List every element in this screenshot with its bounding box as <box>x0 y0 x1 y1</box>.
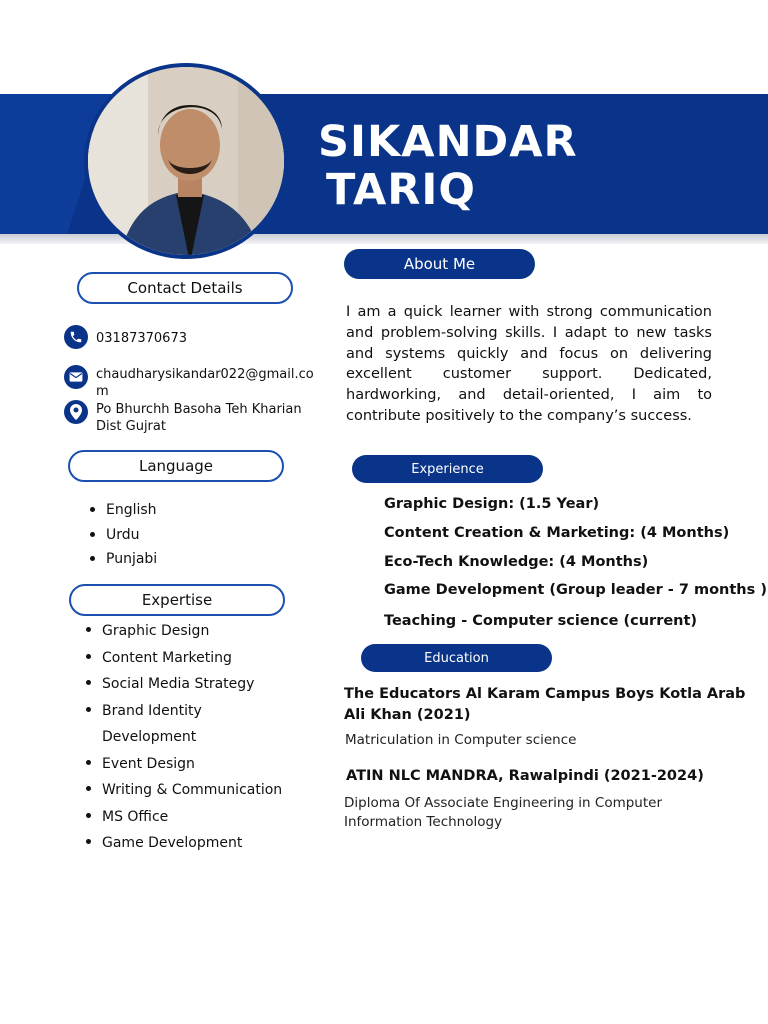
phone-number: 03187370673 <box>96 331 187 346</box>
email-icon <box>64 365 88 389</box>
language-list <box>88 498 157 572</box>
language-heading: Language <box>68 450 284 482</box>
experience-item: Graphic Design: (1.5 Year) <box>384 496 600 512</box>
email-address: chaudharysikandar022@gmail.com <box>96 367 314 399</box>
expertise-item: Event Design <box>84 751 314 778</box>
about-text: I am a quick learner with strong communication and problem-solving skills. I adapt to new tasks and systems quickly and focus on delivering excellent customer support. Dedicated, hardworking, and detail-oriented, I aim to contribute positively to the company’s success. <box>346 304 712 424</box>
experience-heading: Experience <box>352 455 543 483</box>
address: Po Bhurchh Basoha Teh Kharian Dist Gujrat <box>96 402 302 434</box>
contact-address-row <box>64 400 316 435</box>
name-line-1: SIKANDAR <box>318 117 578 167</box>
phone-icon <box>64 325 88 349</box>
person-silhouette-icon <box>88 67 288 259</box>
education-heading: Education <box>361 644 552 672</box>
education-school: The Educators Al Karam Campus Boys Kotla Arab Ali Khan (2021) <box>344 686 746 723</box>
contact-email-row <box>64 363 318 400</box>
experience-item: Content Creation & Marketing: (4 Months) <box>384 525 730 541</box>
expertise-item: Graphic Design <box>84 618 314 645</box>
expertise-item: Brand Identity Development <box>84 698 242 751</box>
education-degree: Diploma Of Associate Engineering in Computer Information Technology <box>344 795 663 830</box>
location-pin-icon <box>64 400 88 424</box>
candidate-name <box>318 118 578 214</box>
language-item: English <box>88 498 157 523</box>
expertise-list <box>84 618 314 857</box>
contact-phone-row <box>64 325 187 349</box>
language-item: Punjabi <box>88 547 157 572</box>
expertise-heading: Expertise <box>69 584 285 616</box>
about-heading: About Me <box>344 249 535 279</box>
expertise-item: Content Marketing <box>84 645 314 672</box>
expertise-item: Social Media Strategy <box>84 671 314 698</box>
profile-photo <box>84 63 288 259</box>
education-school: ATIN NLC MANDRA, Rawalpindi (2021-2024) <box>346 768 704 784</box>
contact-heading: Contact Details <box>77 272 293 304</box>
education-degree: Matriculation in Computer science <box>345 732 577 748</box>
banner-shadow <box>0 234 768 244</box>
expertise-item: MS Office <box>84 804 314 831</box>
language-item: Urdu <box>88 523 157 548</box>
experience-item: Teaching - Computer science (current) <box>384 613 698 629</box>
expertise-item: Writing & Communication <box>84 777 314 804</box>
name-line-2: TARIQ <box>326 165 476 215</box>
experience-item: Game Development (Group leader - 7 months ) <box>384 582 767 598</box>
expertise-item: Game Development <box>84 830 314 857</box>
experience-item: Eco-Tech Knowledge: (4 Months) <box>384 554 649 570</box>
